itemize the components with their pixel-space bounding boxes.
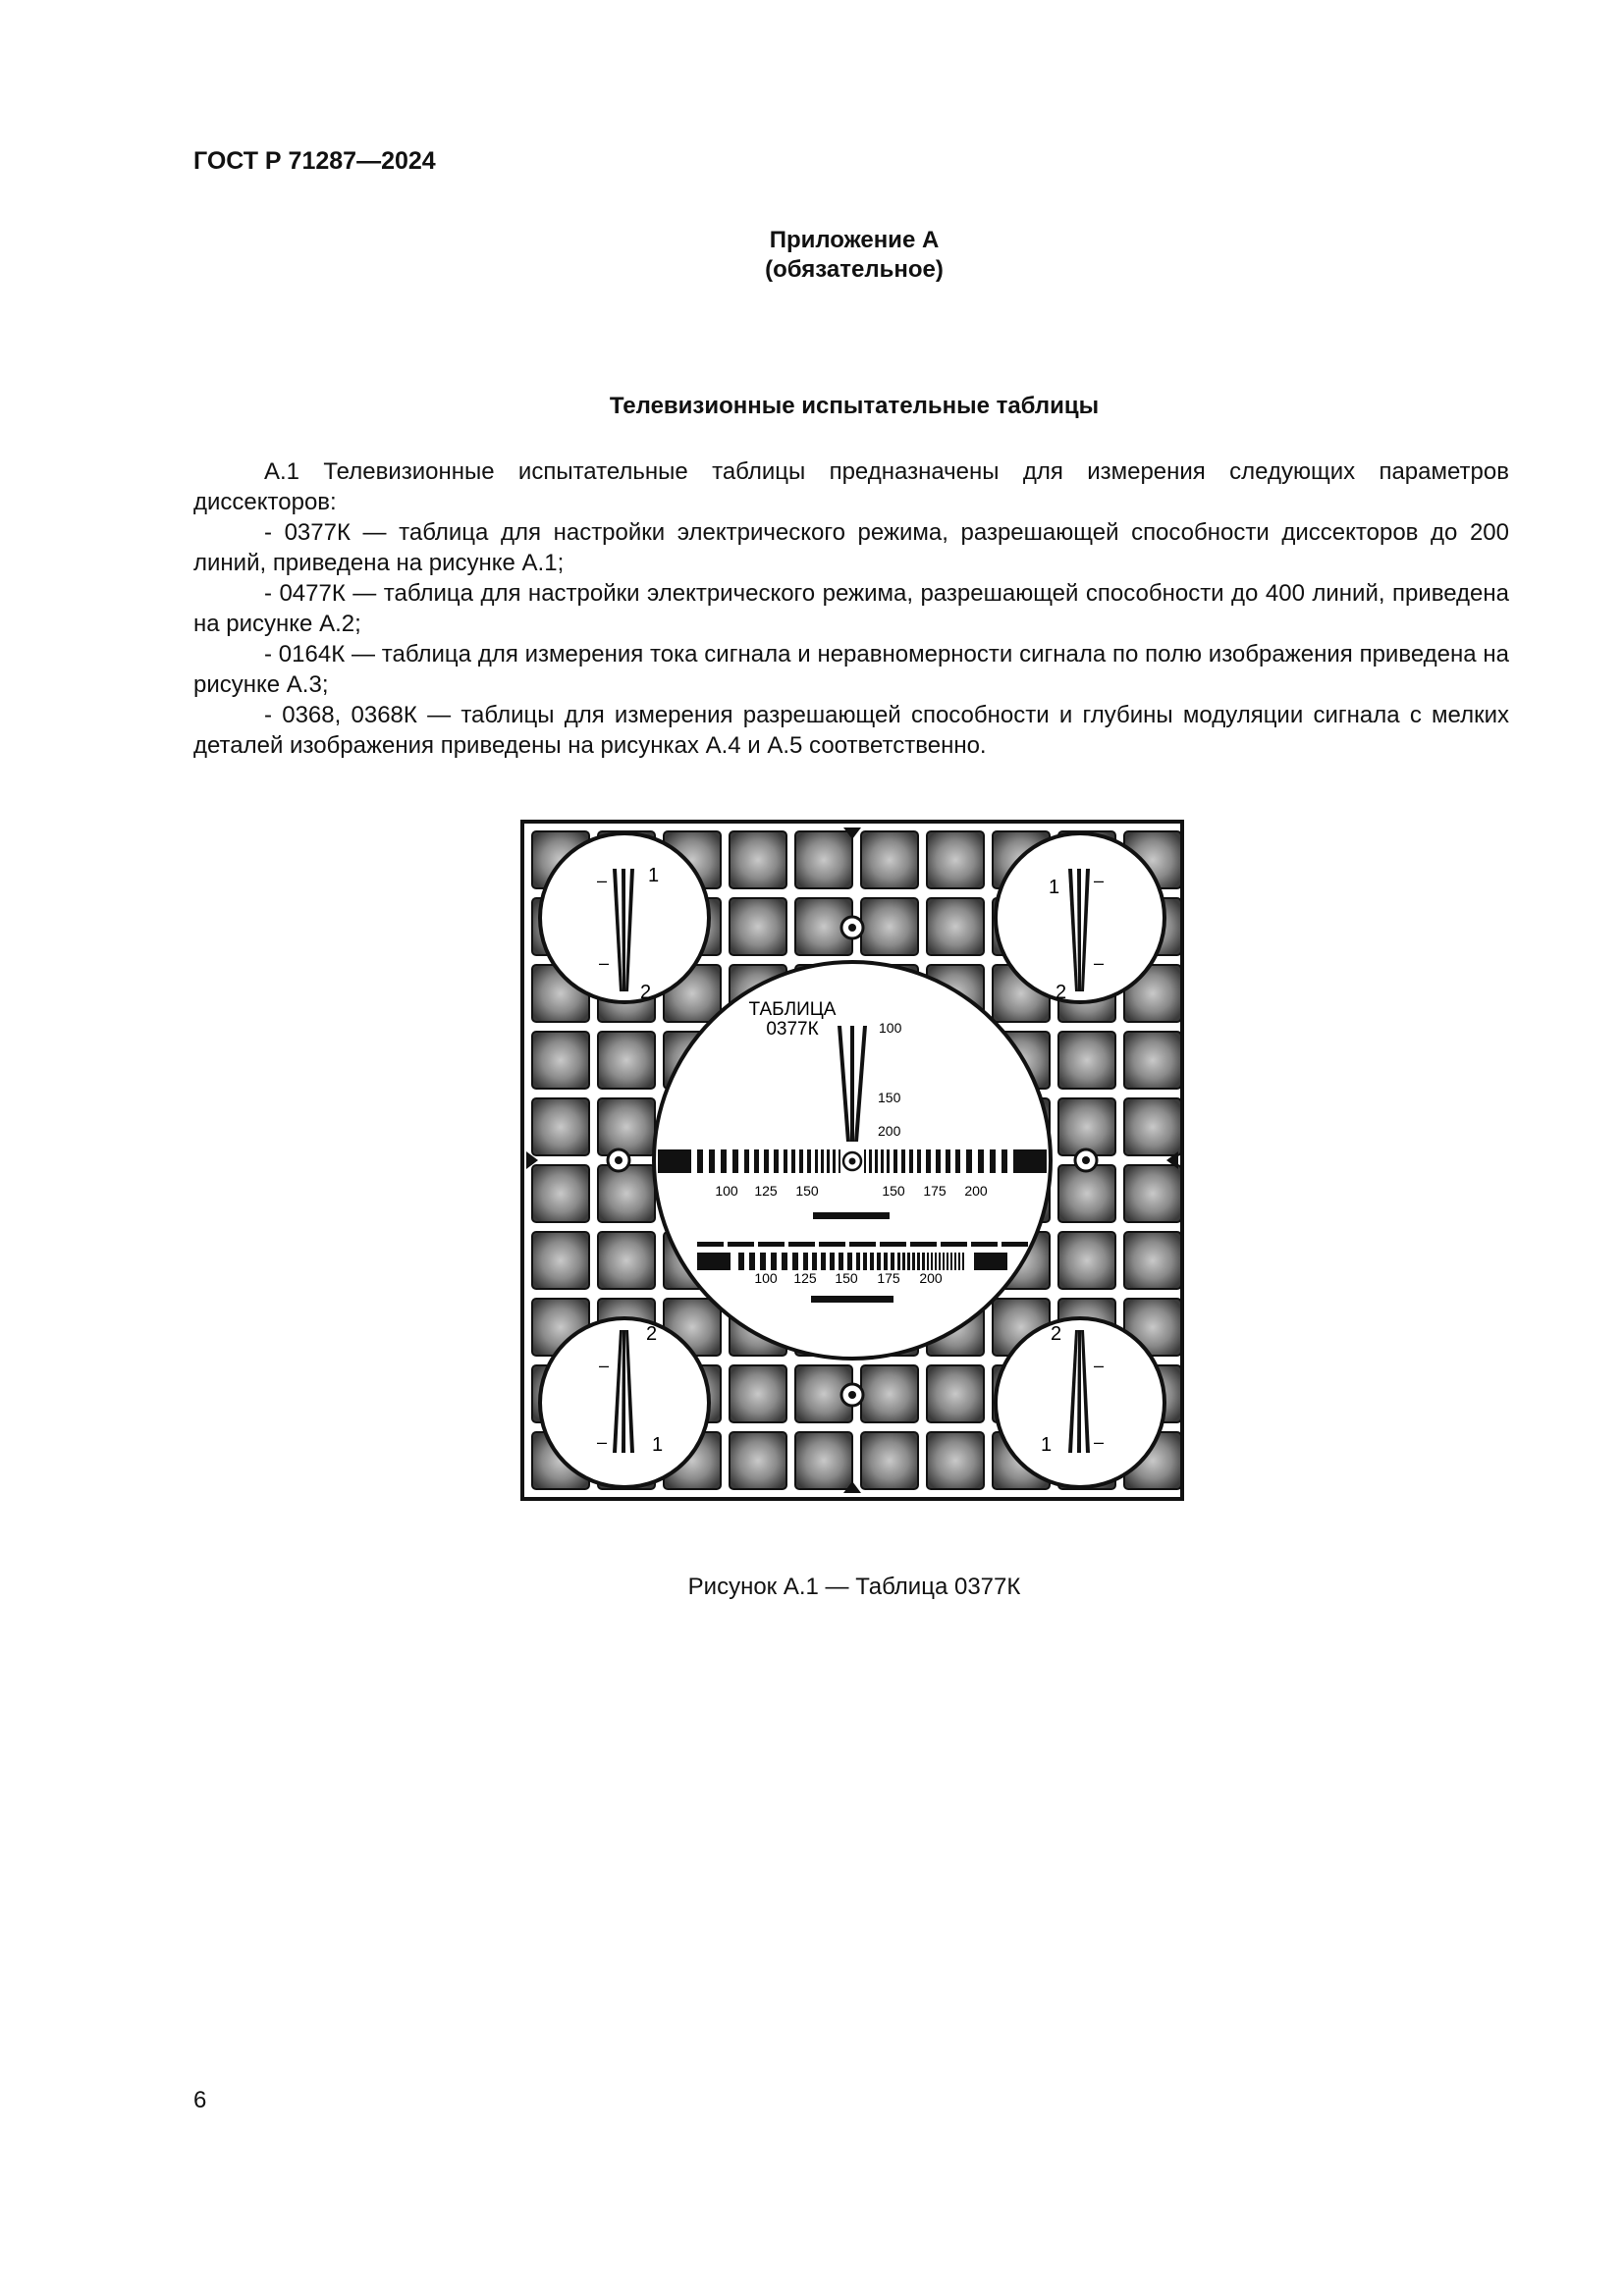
row1-bar-right-9 xyxy=(909,1149,913,1173)
paragraph-intro: А.1 Телевизионные испытательные таблицы предназначены для измерения следующих параметров диссекторов: xyxy=(193,458,1509,515)
tile-r3-c8 xyxy=(1058,1032,1115,1089)
row1-bar-left-3 xyxy=(732,1149,738,1173)
row2-bar-22 xyxy=(917,1253,920,1270)
row1-bar-right-8 xyxy=(917,1149,921,1173)
svg-text:–: – xyxy=(597,871,608,890)
row2-bar-13 xyxy=(863,1253,867,1270)
row2-dash-1 xyxy=(728,1242,754,1247)
row1-bar-left-10 xyxy=(799,1149,803,1173)
row1-bar-right-13 xyxy=(881,1149,884,1173)
corner-circle-top-right xyxy=(996,833,1164,1003)
row1-bar-right-15 xyxy=(869,1149,872,1173)
row1-bar-right-12 xyxy=(887,1149,890,1173)
svg-text:–: – xyxy=(1094,1356,1105,1375)
row1-bar-left-16 xyxy=(839,1149,840,1173)
row2-bar-0 xyxy=(738,1253,744,1270)
tile-r4-c0 xyxy=(532,1098,589,1155)
row2-underline xyxy=(811,1296,893,1303)
row1-bar-right-2 xyxy=(978,1149,984,1173)
row2-bar-11 xyxy=(847,1253,852,1270)
row1-bar-right-14 xyxy=(875,1149,878,1173)
tile-r5-c9 xyxy=(1124,1165,1181,1222)
row2-bar-1 xyxy=(749,1253,755,1270)
row2-dash-6 xyxy=(880,1242,906,1247)
tile-r5-c1 xyxy=(598,1165,655,1222)
figure-caption: Рисунок А.1 — Таблица 0377К xyxy=(687,1574,1021,1600)
row1-bar-left-11 xyxy=(807,1149,811,1173)
row1-bar-right-7 xyxy=(926,1149,931,1173)
svg-text:1: 1 xyxy=(1049,877,1060,898)
row1-underline xyxy=(813,1212,890,1219)
list-item-0377k: - 0377К — таблица для настройки электрического режима, разрешающей способности диссекторов до 200 линий, приведена на рисунке А.1; xyxy=(193,519,1509,576)
row2-bar-16 xyxy=(884,1253,888,1270)
tile-r1-c3 xyxy=(730,898,786,955)
row1-bar-left-5 xyxy=(754,1149,759,1173)
annex-status: (обязательное) xyxy=(765,256,944,283)
target-icon-right xyxy=(1075,1149,1097,1171)
row2-block-left xyxy=(697,1253,731,1270)
row2-bar-23 xyxy=(922,1253,925,1270)
row2-number-100: 100 xyxy=(754,1270,778,1286)
tile-r9-c4 xyxy=(795,1432,852,1489)
svg-text:–: – xyxy=(1094,953,1105,973)
tile-r8-c3 xyxy=(730,1365,786,1422)
tile-r1-c6 xyxy=(927,898,984,955)
row2-bar-31 xyxy=(954,1253,956,1270)
row2-bar-30 xyxy=(950,1253,952,1270)
row1-bar-right-3 xyxy=(966,1149,972,1173)
row2-bar-9 xyxy=(830,1253,835,1270)
svg-text:1: 1 xyxy=(652,1434,664,1456)
row2-dash-8 xyxy=(941,1242,967,1247)
row2-bar-3 xyxy=(771,1253,777,1270)
row2-bar-4 xyxy=(782,1253,787,1270)
svg-text:–: – xyxy=(597,1432,608,1452)
body-text xyxy=(193,456,1509,761)
row1-number-100: 100 xyxy=(715,1183,738,1199)
svg-text:–: – xyxy=(1094,1432,1105,1452)
annex-title-block xyxy=(0,226,1624,285)
svg-text:2: 2 xyxy=(640,982,652,1003)
row2-bar-10 xyxy=(839,1253,843,1270)
row2-bar-15 xyxy=(877,1253,881,1270)
row2-bar-14 xyxy=(870,1253,874,1270)
row2-dash-7 xyxy=(910,1242,937,1247)
test-pattern-image xyxy=(520,820,1184,1501)
target-icon-top xyxy=(841,917,863,938)
svg-text:–: – xyxy=(1094,871,1105,890)
tile-r4-c8 xyxy=(1058,1098,1115,1155)
row2-bar-26 xyxy=(935,1253,937,1270)
tile-r3-c1 xyxy=(598,1032,655,1089)
test-pattern-figure xyxy=(520,820,1184,1501)
row2-number-125: 125 xyxy=(793,1270,817,1286)
pattern-label-line1: ТАБЛИЦА xyxy=(748,999,837,1020)
tile-r9-c6 xyxy=(927,1432,984,1489)
row2-bar-5 xyxy=(792,1253,798,1270)
row1-bar-right-0 xyxy=(1001,1149,1007,1173)
row1-bar-left-1 xyxy=(709,1149,715,1173)
tile-r6-c8 xyxy=(1058,1232,1115,1289)
row2-dash-5 xyxy=(849,1242,876,1247)
tile-r0-c5 xyxy=(861,831,918,888)
tile-r0-c4 xyxy=(795,831,852,888)
tile-r4-c1 xyxy=(598,1098,655,1155)
row1-bar-right-10 xyxy=(901,1149,905,1173)
row1-bar-right-5 xyxy=(946,1149,950,1173)
wedge-tick-150: 150 xyxy=(878,1090,901,1105)
row2-bar-20 xyxy=(907,1253,910,1270)
row2-number-200: 200 xyxy=(919,1270,943,1286)
tile-r3-c9 xyxy=(1124,1032,1181,1089)
row1-number-175: 175 xyxy=(923,1183,947,1199)
row2-bar-21 xyxy=(912,1253,915,1270)
row2-bar-33 xyxy=(962,1253,964,1270)
row1-bar-left-0 xyxy=(697,1149,703,1173)
tile-r0-c6 xyxy=(927,831,984,888)
row1-bar-left-8 xyxy=(784,1149,787,1173)
row2-bar-18 xyxy=(897,1253,900,1270)
row2-bar-7 xyxy=(812,1253,817,1270)
row1-bar-right-11 xyxy=(893,1149,897,1173)
row1-bar-left-14 xyxy=(827,1149,830,1173)
list-item-0477k: - 0477К — таблица для настройки электрического режима, разрешающей способности до 400 линий, приведена на рисунке А.2; xyxy=(193,580,1509,637)
tile-r5-c0 xyxy=(532,1165,589,1222)
annex-title: Приложение А xyxy=(769,227,940,253)
row1-bar-right-1 xyxy=(990,1149,996,1173)
pattern-label-line2: 0377К xyxy=(766,1019,819,1040)
page-number: 6 xyxy=(193,2087,207,2113)
list-item-0368: - 0368, 0368К — таблицы для измерения разрешающей способности и глубины модуляции сигнала с мелких деталей изображения приведены на рисунках А.4 и А.5 соответственно. xyxy=(193,702,1509,759)
row2-number-150: 150 xyxy=(835,1270,858,1286)
svg-text:2: 2 xyxy=(646,1323,658,1345)
wedge-tick-100: 100 xyxy=(879,1020,902,1036)
tile-r5-c8 xyxy=(1058,1165,1115,1222)
list-item-0164k: - 0164К — таблица для измерения тока сигнала и неравномерности сигнала по полю изображения приведена на рисунке А.3; xyxy=(193,641,1509,698)
row2-bar-2 xyxy=(760,1253,766,1270)
center-target-icon xyxy=(843,1152,861,1170)
target-icon-left xyxy=(608,1149,629,1171)
tile-r9-c5 xyxy=(861,1432,918,1489)
svg-text:2: 2 xyxy=(1051,1323,1062,1345)
tile-r3-c0 xyxy=(532,1032,589,1089)
row1-bar-left-2 xyxy=(721,1149,727,1173)
svg-text:1: 1 xyxy=(1041,1434,1053,1456)
row1-block-left xyxy=(658,1149,691,1173)
row2-bar-24 xyxy=(927,1253,929,1270)
row2-bar-32 xyxy=(958,1253,960,1270)
row1-bar-left-13 xyxy=(821,1149,824,1173)
target-icon-bottom xyxy=(841,1384,863,1406)
row1-bar-left-4 xyxy=(744,1149,749,1173)
row1-bar-right-4 xyxy=(955,1149,960,1173)
row2-bar-12 xyxy=(856,1253,860,1270)
row1-bar-right-16 xyxy=(864,1149,866,1173)
row1-number-150a: 150 xyxy=(795,1183,819,1199)
row1-bar-left-6 xyxy=(764,1149,769,1173)
row1-block-right xyxy=(1013,1149,1047,1173)
row2-number-175: 175 xyxy=(877,1270,900,1286)
row2-bar-27 xyxy=(939,1253,941,1270)
svg-text:–: – xyxy=(599,1356,610,1375)
row1-number-125: 125 xyxy=(754,1183,778,1199)
row2-bar-17 xyxy=(891,1253,894,1270)
row2-dash-9 xyxy=(971,1242,998,1247)
row2-dash-3 xyxy=(788,1242,815,1247)
svg-text:2: 2 xyxy=(1056,982,1067,1003)
corner-circle-bottom-left xyxy=(540,1318,709,1487)
row1-number-200: 200 xyxy=(964,1183,988,1199)
row2-bar-25 xyxy=(931,1253,933,1270)
row1-bar-left-15 xyxy=(833,1149,836,1173)
tile-r6-c1 xyxy=(598,1232,655,1289)
row2-bar-28 xyxy=(943,1253,945,1270)
document-header: ГОСТ Р 71287—2024 xyxy=(193,147,436,175)
row1-bar-left-9 xyxy=(791,1149,795,1173)
row1-bar-left-12 xyxy=(815,1149,818,1173)
wedge-tick-200: 200 xyxy=(878,1123,901,1139)
tile-r6-c9 xyxy=(1124,1232,1181,1289)
tile-r8-c5 xyxy=(861,1365,918,1422)
row1-number-150b: 150 xyxy=(882,1183,905,1199)
tile-r4-c9 xyxy=(1124,1098,1181,1155)
row2-dash-0 xyxy=(697,1242,724,1247)
tile-r0-c3 xyxy=(730,831,786,888)
section-title: Телевизионные испытательные таблицы xyxy=(609,393,1100,419)
corner-circle-bottom-right xyxy=(996,1318,1164,1487)
tile-r6-c0 xyxy=(532,1232,589,1289)
row2-bar-8 xyxy=(821,1253,826,1270)
row1-bar-left-7 xyxy=(774,1149,779,1173)
row2-bar-6 xyxy=(803,1253,808,1270)
tile-r1-c5 xyxy=(861,898,918,955)
tile-r9-c3 xyxy=(730,1432,786,1489)
row2-dash-4 xyxy=(819,1242,845,1247)
tile-r8-c6 xyxy=(927,1365,984,1422)
row2-block-right xyxy=(974,1253,1007,1270)
row2-bar-29 xyxy=(947,1253,948,1270)
row2-dash-2 xyxy=(758,1242,785,1247)
row2-bar-19 xyxy=(902,1253,905,1270)
corner-circle-top-left xyxy=(540,833,709,1003)
row1-bar-right-6 xyxy=(936,1149,941,1173)
svg-text:–: – xyxy=(599,953,610,973)
row2-dash-10 xyxy=(1001,1242,1028,1247)
svg-text:1: 1 xyxy=(648,865,660,886)
